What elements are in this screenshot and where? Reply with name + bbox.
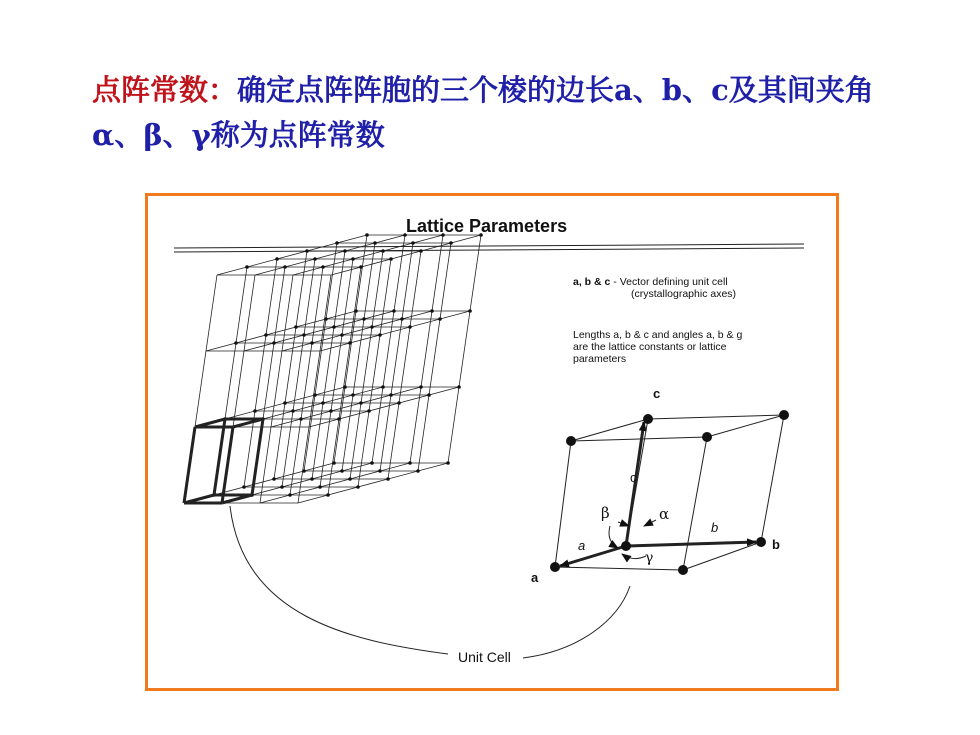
cell-edge xyxy=(648,415,784,419)
lattice-line xyxy=(282,259,315,487)
lattice-point xyxy=(242,485,246,489)
lattice-line xyxy=(328,267,361,495)
note-line3: parameters xyxy=(573,353,627,365)
lattice-point xyxy=(299,417,303,421)
note-vectors-text: - Vector defining unit cell xyxy=(610,276,728,288)
note-vectors-bold: a, b & c xyxy=(573,276,611,288)
lattice-point xyxy=(332,325,336,329)
lattice-line xyxy=(448,235,481,463)
lattice-point xyxy=(408,461,412,465)
lattice-point xyxy=(373,241,377,245)
lattice-point xyxy=(362,317,366,321)
cell-atom xyxy=(566,436,576,446)
label-c-axis: c xyxy=(653,386,661,401)
lattice-point xyxy=(348,341,352,345)
origin-atom xyxy=(621,541,631,551)
lattice-point xyxy=(310,341,314,345)
vector-b-arrow xyxy=(626,542,756,546)
lattice-point xyxy=(313,257,317,261)
lattice-point xyxy=(381,385,385,389)
lattice-line xyxy=(342,243,375,471)
lattice-point xyxy=(359,265,363,269)
lattice-point xyxy=(449,241,453,245)
label-b-vector: b xyxy=(711,520,719,535)
cell-edge xyxy=(555,441,571,567)
note-line1: Lengths a, b & c and angles a, b & g xyxy=(573,329,743,341)
lattice-point xyxy=(351,257,355,261)
lattice-line xyxy=(320,259,353,487)
cell-edge xyxy=(707,415,784,437)
lattice-point xyxy=(411,241,415,245)
cell-atom xyxy=(643,414,653,424)
lattice-point xyxy=(400,317,404,321)
lattice-point xyxy=(280,485,284,489)
label-b-axis: b xyxy=(772,537,780,552)
lattice-point xyxy=(272,341,276,345)
cell-atom xyxy=(550,562,560,572)
cell-edge xyxy=(761,415,784,542)
lattice-point xyxy=(351,393,355,397)
note-vectors xyxy=(573,276,736,300)
note-line2: are the lattice constants or lattice xyxy=(573,341,727,353)
title-term: 点阵常数： xyxy=(92,73,238,107)
lattice-point xyxy=(365,233,369,237)
lattice-figure-svg xyxy=(148,196,836,688)
lattice-point xyxy=(378,333,382,337)
lattice-point xyxy=(419,385,423,389)
slide-title xyxy=(92,68,922,158)
lattice-point xyxy=(329,409,333,413)
lattice-line xyxy=(274,251,307,479)
lattice-point xyxy=(283,265,287,269)
lattice-line xyxy=(334,235,367,463)
lattice-point xyxy=(367,409,371,413)
lattice-line xyxy=(298,275,331,503)
lattice-point xyxy=(272,477,276,481)
lattice-point xyxy=(359,401,363,405)
lattice-point xyxy=(302,469,306,473)
lattice-point xyxy=(416,469,420,473)
figure-title: Lattice Parameters xyxy=(406,216,568,236)
title-rule-bottom xyxy=(174,248,804,252)
cell-edge xyxy=(571,437,707,441)
lattice-point xyxy=(438,317,442,321)
lattice-line xyxy=(331,235,481,275)
lattice-point xyxy=(468,309,472,313)
unit-cell-curve-left xyxy=(230,506,448,654)
cell-atom xyxy=(756,537,766,547)
lattice-point xyxy=(234,341,238,345)
lattice-point xyxy=(392,309,396,313)
lattice-point xyxy=(335,241,339,245)
lattice-point xyxy=(291,409,295,413)
lattice-point xyxy=(370,325,374,329)
lattice-line xyxy=(418,243,451,471)
lattice-point xyxy=(397,401,401,405)
label-a-vector: a xyxy=(578,538,586,553)
lattice-line xyxy=(312,251,345,479)
highlighted-unit-cell-edge xyxy=(184,427,195,503)
lattice-point xyxy=(427,393,431,397)
lattice-point xyxy=(348,477,352,481)
lattice-point xyxy=(324,317,328,321)
lattice-line xyxy=(244,259,277,487)
lattice-point xyxy=(326,493,330,497)
label-gamma: γ xyxy=(645,550,654,566)
lattice-line xyxy=(388,251,421,479)
lattice-line xyxy=(358,259,391,487)
lattice-point xyxy=(337,417,341,421)
lattice-point xyxy=(389,393,393,397)
lattice-point xyxy=(430,309,434,313)
lattice-line xyxy=(372,235,405,463)
lattice-line xyxy=(260,275,293,503)
lattice-line xyxy=(290,267,323,495)
lattice-grid xyxy=(184,233,483,503)
lattice-point xyxy=(302,333,306,337)
lattice-point xyxy=(318,485,322,489)
lattice-point xyxy=(275,257,279,261)
lattice-point xyxy=(343,249,347,253)
label-c-vector: c xyxy=(630,470,637,485)
lattice-point xyxy=(446,461,450,465)
lattice-point xyxy=(389,257,393,261)
angle-alpha-arc xyxy=(644,520,656,526)
cell-edge xyxy=(571,419,648,441)
lattice-point xyxy=(245,265,249,269)
lattice-line xyxy=(350,251,383,479)
lattice-point xyxy=(457,385,461,389)
lattice-point xyxy=(370,461,374,465)
note-lattice-constants xyxy=(573,329,742,365)
lattice-point xyxy=(310,477,314,481)
cell-edge xyxy=(683,542,761,570)
title-definition: 确定点阵阵胞的三个棱的边长a、b、c及其间夹角α、β、γ称为点阵常数 xyxy=(92,73,874,152)
lattice-point xyxy=(305,249,309,253)
lattice-point xyxy=(356,485,360,489)
lattice-line xyxy=(304,243,337,471)
unit-cell-diagram xyxy=(550,410,789,575)
lattice-point xyxy=(294,325,298,329)
lattice-point xyxy=(332,461,336,465)
lattice-point xyxy=(253,409,257,413)
lattice-point xyxy=(408,325,412,329)
vector-a-arrow xyxy=(560,546,626,566)
angle-gamma-arc xyxy=(622,554,646,559)
label-alpha: α xyxy=(659,505,670,523)
lattice-line xyxy=(380,243,413,471)
lattice-point xyxy=(343,385,347,389)
label-a-axis: a xyxy=(531,570,539,585)
angle-beta-tick xyxy=(618,522,629,526)
label-beta: β xyxy=(601,504,610,522)
note-vectors-line2: (crystallographic axes) xyxy=(631,288,737,300)
lattice-point xyxy=(313,393,317,397)
lattice-point xyxy=(354,309,358,313)
cell-atom xyxy=(678,565,688,575)
lattice-point xyxy=(386,477,390,481)
cell-edge xyxy=(555,567,683,570)
lattice-point xyxy=(340,333,344,337)
cell-atom xyxy=(779,410,789,420)
lattice-figure-frame xyxy=(145,193,839,691)
unit-cell-caption: Unit Cell xyxy=(458,649,511,665)
angle-beta-arc xyxy=(609,526,618,548)
unit-cell-curve-right xyxy=(523,586,630,658)
lattice-line xyxy=(410,235,443,463)
cell-edge xyxy=(683,437,707,570)
lattice-point xyxy=(381,249,385,253)
cell-atom xyxy=(702,432,712,442)
lattice-point xyxy=(288,493,292,497)
lattice-point xyxy=(321,265,325,269)
lattice-point xyxy=(378,469,382,473)
title-rule-top xyxy=(174,244,804,248)
lattice-point xyxy=(283,401,287,405)
lattice-point xyxy=(321,401,325,405)
lattice-point xyxy=(340,469,344,473)
lattice-point xyxy=(419,249,423,253)
lattice-point xyxy=(264,333,268,337)
